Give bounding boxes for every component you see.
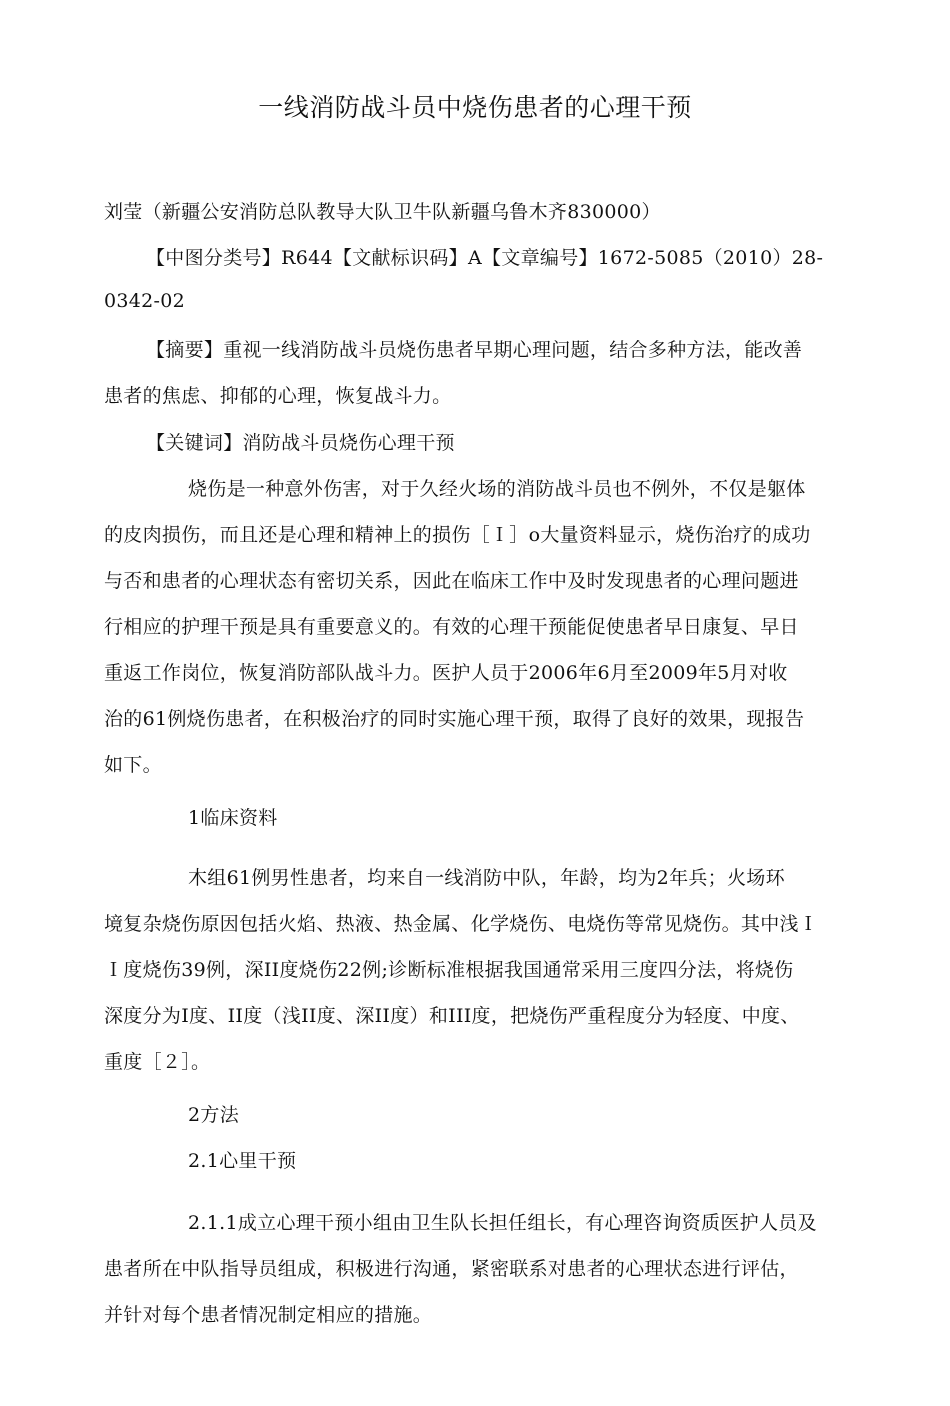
classification-line-continued: 0342-02 (104, 290, 186, 312)
keywords-line: 【关键词】消防战斗员烧伤心理干预 (146, 432, 455, 454)
document-title: 一线消防战斗员中烧伤患者的心理干预 (258, 93, 692, 122)
section-heading: 1临床资料 (188, 807, 278, 829)
intro-line: 治的61例烧伤患者，在积极治疗的同时实施心理干预，取得了良好的效果，现报告 (104, 708, 805, 730)
section1-line: 深度分为I度、II度（浅II度、深II度）和III度，把烧伤严重程度分为轻度、中度、 (104, 1005, 800, 1027)
author-line: 刘莹（新疆公安消防总队教导大队卫牛队新疆乌鲁木齐830000） (104, 201, 661, 223)
section1-line: 重度［２］。 (104, 1051, 211, 1073)
section1-line: 木组61例男性患者，均来自一线消防中队，年龄，均为2年兵；火场环 (188, 867, 785, 889)
intro-line: 的皮肉损伤，而且还是心理和精神上的损伤［Ｉ］o大量资料显示，烧伤治疗的成功 (104, 524, 811, 546)
section1-line: Ｉ度烧伤39例，深II度烧伤22例;诊断标准根据我国通常采用三度四分法，将烧伤 (104, 959, 794, 981)
intro-line: 重返工作岗位，恢复消防部队战斗力。医护人员于2006年6月至2009年5月对收 (104, 662, 788, 684)
intro-line: 行相应的护理干预是具有重要意义的。有效的心理干预能促使患者早日康复、早日 (104, 616, 799, 638)
section1-line: 境复杂烧伤原因包括火焰、热液、热金属、化学烧伤、电烧伤等常见烧伤。其中浅Ｉ (104, 913, 819, 935)
subsection-heading: 2.1心里干预 (188, 1150, 297, 1172)
subsection-line: 2.1.1成立心理干预小组由卫生队长担任组长，有心理咨询资质医护人员及 (188, 1212, 817, 1234)
abstract-line-continued: 患者的焦虑、抑郁的心理，恢复战斗力。 (104, 385, 452, 407)
subsection-line: 患者所在中队指导员组成，积极进行沟通，紧密联系对患者的心理状态进行评估， (104, 1258, 799, 1280)
intro-line: 烧伤是一种意外伤害，对于久经火场的消防战斗员也不例外，不仅是躯体 (188, 478, 806, 500)
section-heading: 2方法 (188, 1104, 239, 1126)
subsection-line: 并针对每个患者情况制定相应的措施。 (104, 1304, 433, 1326)
classification-line: 【中图分类号】R644【文献标识码】A【文章编号】1672-5085（2010）28- (146, 247, 824, 269)
intro-line: 与否和患者的心理状态有密切关系，因此在临床工作中及时发现患者的心理问题进 (104, 570, 799, 592)
intro-line: 如下。 (104, 754, 162, 776)
abstract-line: 【摘要】重视一线消防战斗员烧伤患者早期心理问题，结合多种方法，能改善 (146, 339, 803, 361)
